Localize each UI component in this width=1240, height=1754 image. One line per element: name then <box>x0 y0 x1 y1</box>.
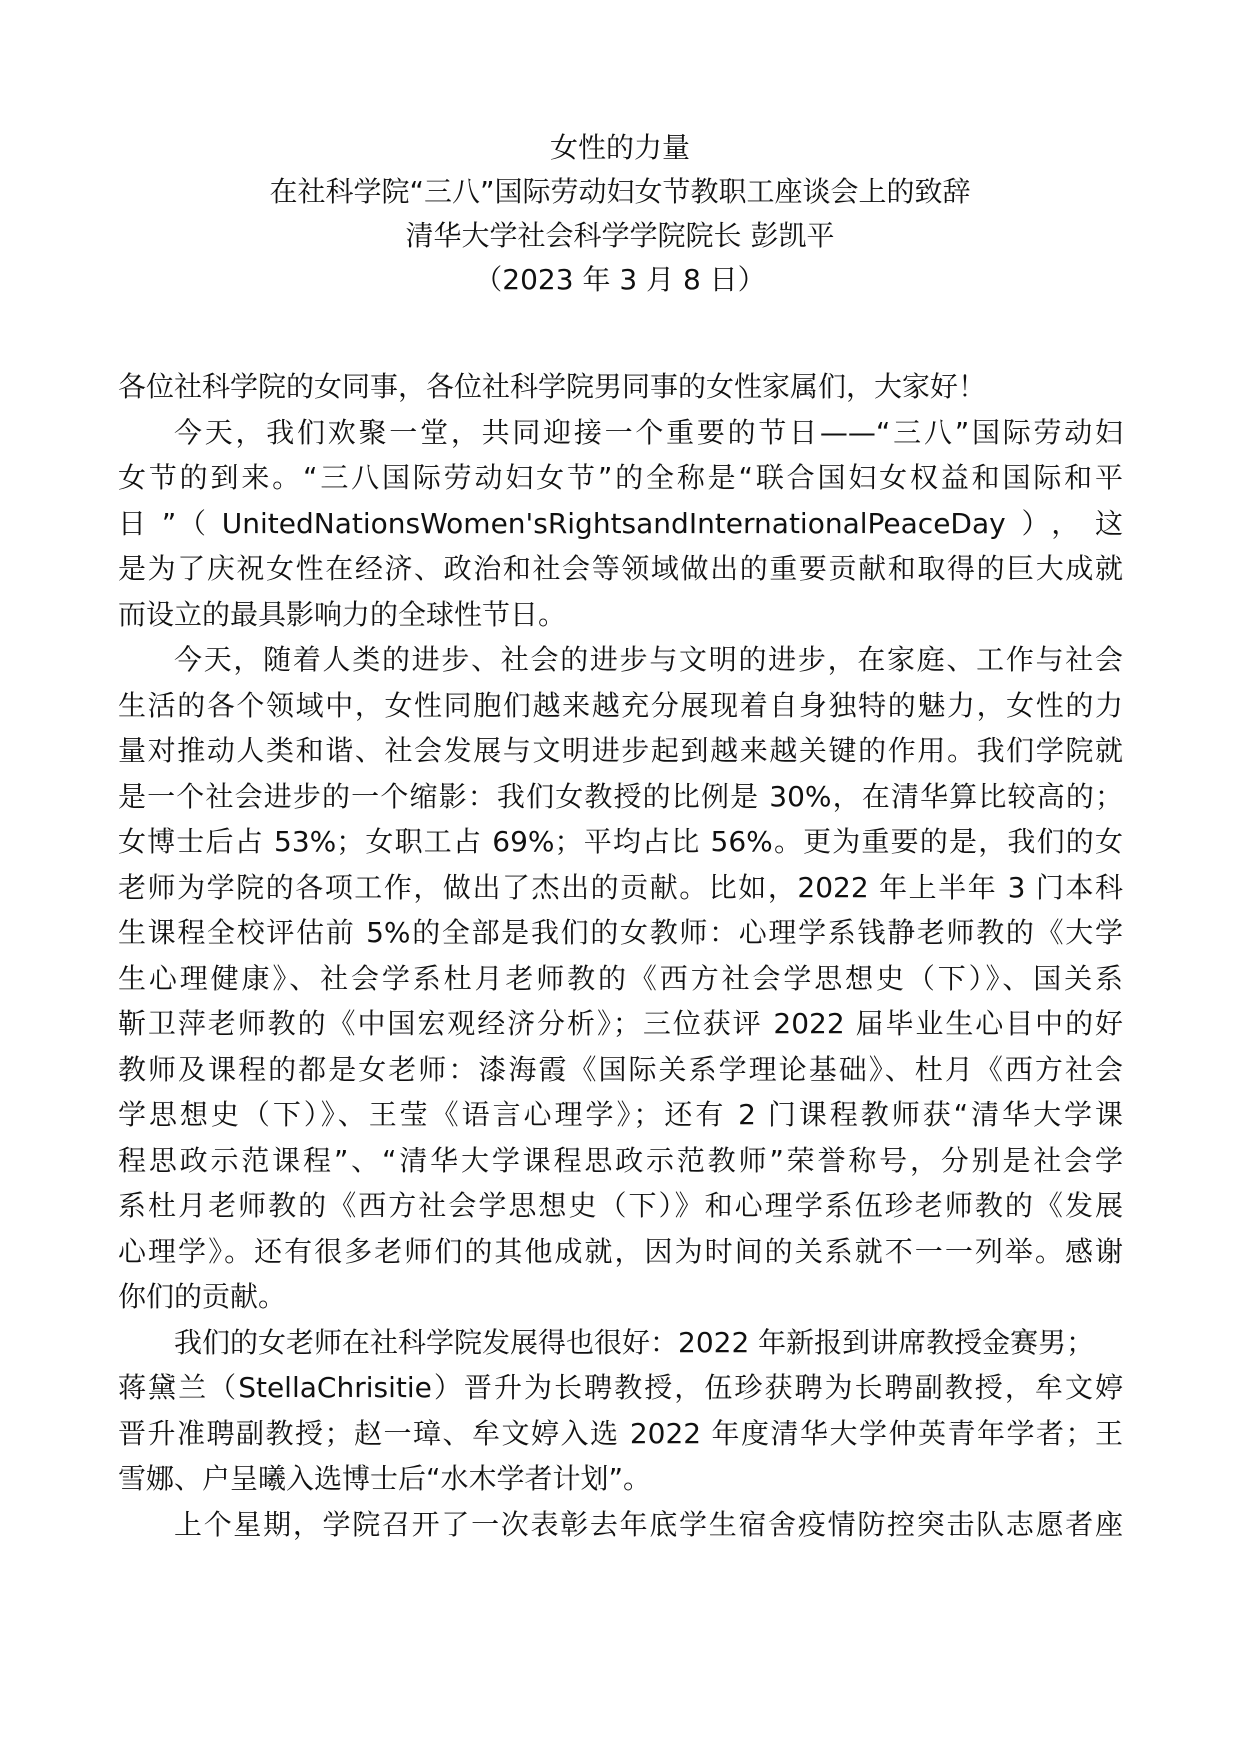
document-author: 清华大学社会科学学院院长 彭凯平 <box>405 219 835 252</box>
body-line: 女节的到来。“三八国际劳动妇女节”的全称是“联合国妇女权益和国际和平 <box>118 461 1123 494</box>
body-line: 晋升准聘副教授；赵一璋、牟文婷入选 2022 年度清华大学仲英青年学者；王 <box>118 1416 1123 1450</box>
body-line: 蒋黛兰（StellaChrisitie）晋升为长聘教授，伍珍获聘为长聘副教授，牟文婷 <box>118 1371 1123 1404</box>
body-line: 日”（UnitedNationsWomen'sRightsandInternationalPeaceDay），这 <box>118 506 1123 540</box>
body-line: 靳卫萍老师教的《中国宏观经济分析》；三位获评 2022 届毕业生心目中的好 <box>118 1007 1123 1040</box>
body-line: 今天，我们欢聚一堂，共同迎接一个重要的节日——“三八”国际劳动妇 <box>174 415 1123 449</box>
body-line: 老师为学院的各项工作，做出了杰出的贡献。比如，2022 年上半年 3 门本科 <box>118 870 1123 904</box>
document-title: 女性的力量 <box>549 131 690 164</box>
body-line: 是为了庆祝女性在经济、政治和社会等领域做出的重要贡献和取得的巨大成就 <box>118 552 1123 585</box>
body-line: 女博士后占 53%；女职工占 69%；平均占比 56%。更为重要的是，我们的女 <box>118 825 1123 858</box>
document-date: （2023 年 3 月 8 日） <box>474 263 766 296</box>
body-line: 我们的女老师在社科学院发展得也很好：2022 年新报到讲席教授金赛男； <box>174 1325 1095 1359</box>
body-line: 是一个社会进步的一个缩影：我们女教授的比例是 30%，在清华算比较高的； <box>118 779 1123 813</box>
body-line: 上个星期，学院召开了一次表彰去年底学生宿舍疫情防控突击队志愿者座 <box>174 1507 1123 1541</box>
document-subtitle: 在社科学院“三八”国际劳动妇女节教职工座谈会上的致辞 <box>269 175 971 208</box>
body-line: 教师及课程的都是女老师：漆海霞《国际关系学理论基础》、杜月《西方社会 <box>118 1052 1123 1086</box>
body-line: 你们的贡献。 <box>118 1280 287 1313</box>
body-line: 生心理健康》、社会学系杜月老师教的《西方社会学思想史（下）》、国关系 <box>118 961 1123 995</box>
body-line: 系杜月老师教的《西方社会学思想史（下）》和心理学系伍珍老师教的《发展 <box>118 1189 1123 1222</box>
body-line: 程思政示范课程”、“清华大学课程思政示范教师”荣誉称号，分别是社会学 <box>118 1143 1123 1177</box>
document-body <box>118 364 1123 1547</box>
body-line: 心理学》。还有很多老师们的其他成就，因为时间的关系就不一一列举。感谢 <box>118 1234 1123 1268</box>
body-line: 学思想史（下）》、王莹《语言心理学》；还有 2 门课程教师获“清华大学课 <box>118 1098 1123 1131</box>
body-line: 生活的各个领域中，女性同胞们越来越充分展现着自身独特的魅力，女性的力 <box>118 688 1123 722</box>
document-header <box>0 126 1240 302</box>
body-line: 生课程全校评估前 5%的全部是我们的女教师：心理学系钱静老师教的《大学 <box>118 916 1123 949</box>
body-line: 而设立的最具影响力的全球性节日。 <box>118 597 567 631</box>
body-line: 量对推动人类和谐、社会发展与文明进步起到越来越关键的作用。我们学院就 <box>118 734 1123 767</box>
body-line: 雪娜、户呈曦入选博士后“水木学者计划”。 <box>118 1462 652 1495</box>
body-line: 各位社科学院的女同事，各位社科学院男同事的女性家属们，大家好！ <box>118 370 987 403</box>
body-line: 今天，随着人类的进步、社会的进步与文明的进步，在家庭、工作与社会 <box>174 643 1123 676</box>
